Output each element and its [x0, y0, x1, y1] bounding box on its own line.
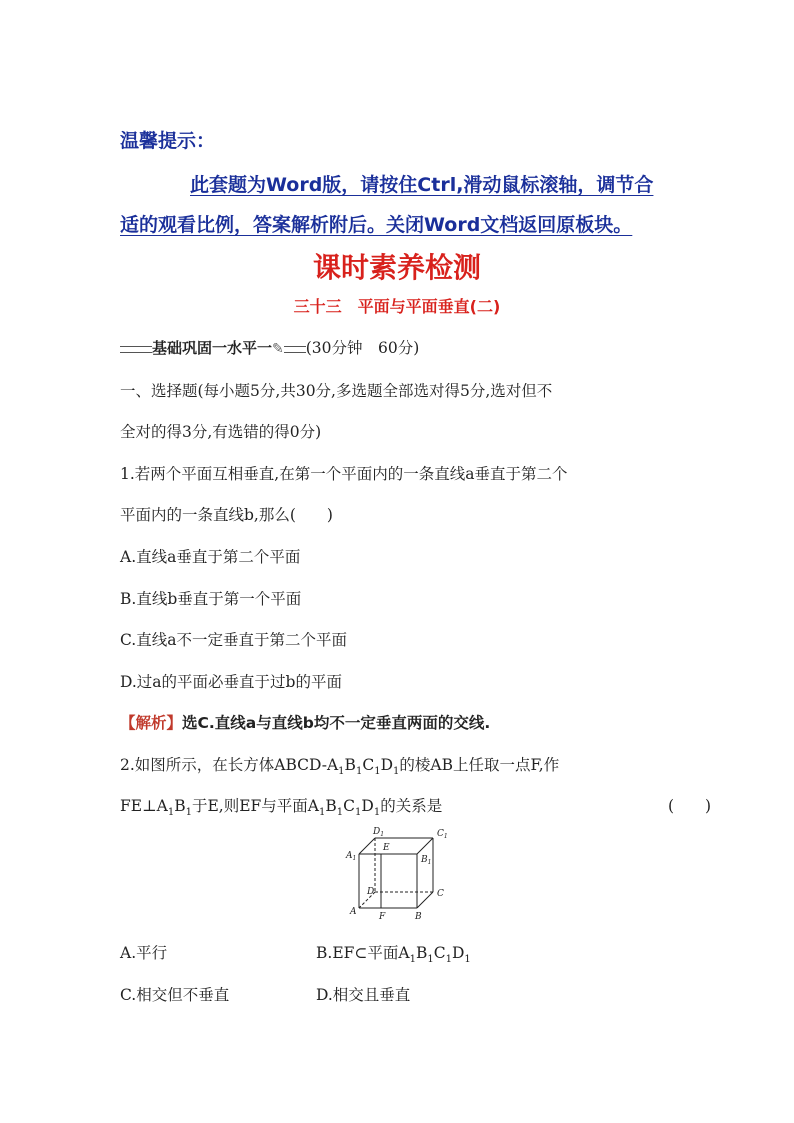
sub: 1	[445, 954, 452, 966]
cuboid-figure	[345, 822, 465, 922]
section-header	[120, 336, 419, 358]
q1-stem-line2: 平面内的一条直线b,那么( )	[120, 506, 333, 524]
label-C1: $C_1$	[437, 829, 448, 840]
q1-option-b: B.直线b垂直于第一个平面	[120, 590, 302, 608]
q2-text: D	[361, 797, 374, 815]
q2-text: B	[325, 797, 337, 815]
sub: 1	[355, 766, 363, 778]
sub: 1	[355, 807, 362, 819]
q2-answer-paren: ( )	[668, 797, 712, 815]
edge-A1D1	[359, 838, 375, 854]
tip-line-2: 适的观看比例，答案解析附后。关闭Word文档返回原板块。	[120, 214, 633, 236]
label-B1: $B_1$	[421, 855, 432, 866]
sub: 1	[393, 766, 400, 778]
q2-option-b	[316, 941, 471, 965]
page-subtitle: 三十三 平面与平面垂直(二)	[293, 297, 501, 316]
q2-text: C	[362, 756, 375, 774]
q2-text: D	[451, 944, 465, 962]
sub: 1	[409, 954, 416, 966]
q2-option-a: A.平行	[120, 944, 168, 962]
q1-analysis	[120, 711, 490, 733]
q2-option-d: D.相交且垂直	[316, 986, 411, 1004]
q2-text: 的关系是	[380, 797, 443, 815]
pencil-icon: ✎	[272, 341, 284, 357]
label-F: F	[379, 912, 386, 922]
sub: 1	[336, 807, 344, 819]
q2-text: 于E,则EF与平面A	[191, 797, 319, 815]
section-rule-left	[120, 346, 152, 353]
q2-stem-line1	[120, 753, 559, 777]
tip-line-1: 此套题为Word版，请按住Ctrl,滑动鼠标滚轴，调节合	[190, 174, 654, 196]
q2-stem-line2	[120, 794, 442, 818]
q2-text: D	[380, 756, 393, 774]
part1-heading-line2: 全对的得3分,有选错的得0分)	[120, 423, 322, 441]
q2-text: B	[344, 756, 356, 774]
q2-text: B.EF⊂平面A	[316, 944, 410, 962]
analysis-text-1: 选C.直线a与直线b均	[182, 714, 330, 732]
tip-title: 温馨提示：	[120, 130, 216, 152]
sub: 1	[464, 954, 471, 966]
q2-text: B	[415, 944, 428, 962]
q1-option-c: C.直线a不一定垂直于第二个平面	[120, 631, 347, 649]
q2-text: C	[343, 797, 356, 815]
label-C: C	[437, 889, 444, 899]
section-rule-right	[284, 346, 306, 353]
label-A1: $A_1$	[346, 851, 357, 862]
edge-CB	[417, 892, 433, 908]
q2-option-c: C.相交但不垂直	[120, 986, 230, 1004]
q2-text: FE⊥A	[120, 797, 168, 815]
sub: 1	[427, 954, 434, 966]
page-title: 课时素养检测	[312, 251, 481, 284]
label-E: E	[383, 843, 390, 853]
section-label: 基础巩固一水平一	[152, 339, 273, 357]
q2-text: 2.如图所示，在长方体ABCD-A	[120, 756, 339, 774]
q1-option-d: D.过a的平面必垂直于过b的平面	[120, 673, 342, 691]
label-A: A	[350, 907, 357, 917]
section-time: (30分钟 60分)	[305, 339, 420, 357]
part1-heading-line1: 一、选择题(每小题5分,共30分,多选题全部选对得5分,选对但不	[120, 382, 553, 400]
q1-option-a: A.直线a垂直于第二个平面	[120, 548, 301, 566]
analysis-tag: 【解析】	[120, 714, 183, 732]
q2-text: C	[433, 944, 446, 962]
sub: 1	[373, 807, 381, 819]
q2-text: B	[174, 797, 186, 815]
sub: 1	[374, 766, 381, 778]
analysis-text-2: 不一定	[329, 714, 376, 732]
sub: 1	[338, 766, 345, 778]
label-D1: $D_1$	[373, 827, 385, 838]
label-B: B	[415, 912, 422, 922]
edge-B1C1	[417, 838, 433, 854]
q1-stem-line1: 1.若两个平面互相垂直,在第一个平面内的一条直线a垂直于第二个	[120, 465, 568, 483]
sub: 1	[319, 807, 326, 819]
analysis-text-3: 垂直两面的交线.	[375, 714, 491, 732]
sub: 1	[185, 807, 192, 819]
q2-text: 的棱AB上任取一点F,作	[399, 756, 560, 774]
sub: 1	[167, 807, 175, 819]
label-D: D	[367, 887, 375, 897]
